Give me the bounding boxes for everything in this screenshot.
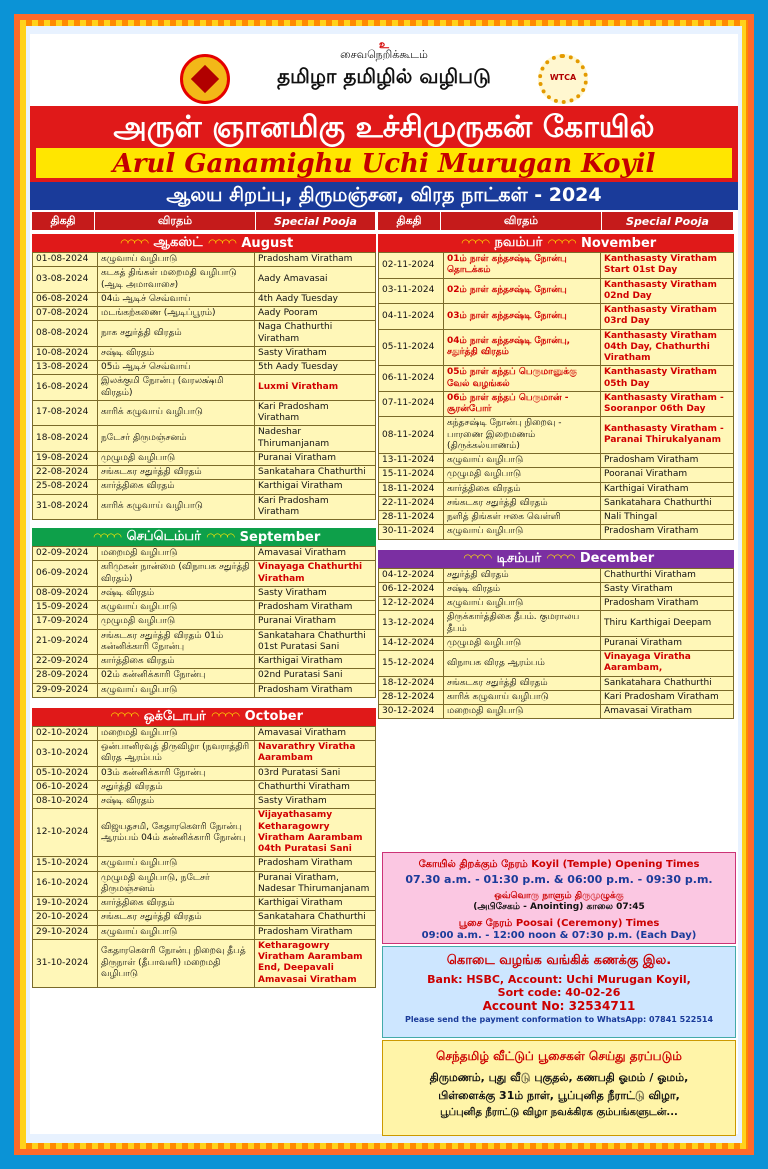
header-virat: விரதம் bbox=[441, 212, 602, 230]
table-row bbox=[379, 690, 734, 704]
column-header bbox=[32, 212, 376, 230]
table-row bbox=[379, 525, 734, 539]
ornament-icon: ◠◠◠◠ bbox=[463, 553, 491, 564]
virat-cell: மறைமதி வழிபாடு bbox=[98, 726, 255, 740]
opening-times-title: கோயில் திறக்கும் நேரம் Koyil (Temple) Opening Times bbox=[418, 859, 700, 870]
virat-cell: நாக சதுர்த்தி விரதம் bbox=[98, 321, 255, 347]
puja-line3: பிள்ளைக்கு 31ம் நாள், பூப்புனித நீராட்டு விழா, bbox=[438, 1089, 680, 1102]
header-date: திகதி bbox=[378, 212, 441, 230]
virat-cell: கந்தசஷ்டி நோன்பு நிறைவு - பாரணை இறைமணம் (திருக்கல்யாணம்) bbox=[444, 417, 601, 454]
date-cell: 04-12-2024 bbox=[379, 568, 444, 582]
table-row bbox=[33, 494, 376, 520]
date-cell: 15-10-2024 bbox=[33, 857, 98, 871]
date-cell: 08-08-2024 bbox=[33, 321, 98, 347]
virat-cell: கேதாரகௌரி நோன்பு நிறைவு தீபத் திருநாள் (தீபாவளி) மறைமதி வழிபாடு bbox=[98, 939, 255, 987]
table-row bbox=[379, 582, 734, 596]
virat-cell: 03ம் கன்னிக்காரி நோன்பு bbox=[98, 766, 255, 780]
date-cell: 30-12-2024 bbox=[379, 705, 444, 719]
table-row bbox=[33, 655, 376, 669]
special-cell: 03rd Puratasi Sani bbox=[255, 766, 376, 780]
table-row bbox=[33, 586, 376, 600]
special-cell: Puranai Viratham bbox=[255, 451, 376, 465]
virat-cell: கழுவாய் வழிபாடு bbox=[444, 454, 601, 468]
virat-cell: சதுர்த்தி விரதம் bbox=[444, 568, 601, 582]
header-virat: விரதம் bbox=[95, 212, 256, 230]
virat-cell: மடங்கற்கணை (ஆடிப்பூரம்) bbox=[98, 307, 255, 321]
table-row bbox=[379, 651, 734, 677]
virat-cell: கார்த்திகை விரதம் bbox=[98, 480, 255, 494]
table-row bbox=[379, 705, 734, 719]
date-cell: 06-10-2024 bbox=[33, 780, 98, 794]
date-cell: 28-09-2024 bbox=[33, 669, 98, 683]
date-cell: 05-11-2024 bbox=[379, 329, 444, 366]
table-row bbox=[33, 669, 376, 683]
virat-cell: 05ம் நாள் கந்தப் பெருமானுக்கு வேல் வழங்கல் bbox=[444, 366, 601, 392]
date-cell: 18-12-2024 bbox=[379, 676, 444, 690]
virat-cell: கடகத் திங்கள் மறைமதி வழிபாடு (ஆடி அமாவாசை) bbox=[98, 267, 255, 293]
table-row bbox=[33, 780, 376, 794]
date-cell: 17-08-2024 bbox=[33, 400, 98, 426]
special-cell: Navarathry Viratha Aarambam bbox=[255, 741, 376, 767]
date-cell: 13-12-2024 bbox=[379, 611, 444, 637]
virat-cell: முழுமதி வழிபாடு, நடேசர் திருமஞ்சனம் bbox=[98, 871, 255, 897]
virat-cell: கழுவாய் வழிபாடு bbox=[98, 253, 255, 267]
virat-cell: 06ம் நாள் கந்தப் பெருமான் - சூரன்போர் bbox=[444, 391, 601, 417]
virat-cell: நடேசர் திருமஞ்சனம் bbox=[98, 426, 255, 452]
virat-cell: திருக்கார்த்திகை தீபம். குமராலய தீபம் bbox=[444, 611, 601, 637]
temple-name-english: Arul Ganamighu Uchi Murugan Koyil bbox=[112, 149, 656, 179]
date-cell: 29-10-2024 bbox=[33, 925, 98, 939]
special-cell: Nali Thingal bbox=[601, 511, 734, 525]
special-cell: Puranai Viratham, Nadesar Thirumanjanam bbox=[255, 871, 376, 897]
table-row bbox=[33, 307, 376, 321]
temple-name-tamil: அருள் ஞானமிகு உச்சிமுருகன் கோயில் bbox=[113, 110, 655, 145]
date-cell: 12-10-2024 bbox=[33, 809, 98, 857]
special-cell: Puranai Viratham bbox=[601, 636, 734, 650]
date-cell: 03-11-2024 bbox=[379, 278, 444, 304]
date-cell: 29-09-2024 bbox=[33, 683, 98, 697]
subtitle: சைவநெறிக்கூடம் bbox=[340, 48, 428, 61]
date-cell: 15-12-2024 bbox=[379, 651, 444, 677]
special-cell: Kanthasasty Viratham Start 01st Day bbox=[601, 253, 734, 279]
virat-cell: கழுவாய் வழிபாடு bbox=[444, 597, 601, 611]
table-row bbox=[379, 636, 734, 650]
bank-whatsapp-note: Please send the payment conformation to WhatsApp: 07841 522514 bbox=[404, 1015, 714, 1024]
table-october bbox=[32, 726, 376, 988]
table-row bbox=[33, 897, 376, 911]
table-september bbox=[32, 546, 376, 698]
date-cell: 02-09-2024 bbox=[33, 547, 98, 561]
virat-cell: 05ம் ஆடிச் செவ்வாய் bbox=[98, 361, 255, 375]
virat-cell: 04ம் நாள் கந்தசஷ்டி நோன்பு, சதுர்த்தி விரதம் bbox=[444, 329, 601, 366]
virat-cell: சங்கடகர சதுர்த்தி விரதம் bbox=[444, 676, 601, 690]
bank-title: கொடை வழங்க வங்கிக் கணக்கு இல. bbox=[446, 953, 672, 968]
special-cell: Vinayaga Chathurthi Viratham bbox=[255, 561, 376, 587]
virat-cell: விஜயதசமி, கேதாரகௌரி நோன்பு ஆரம்பம் 04ம் கன்னிக்காரி நோன்பு bbox=[98, 809, 255, 857]
special-cell: Kanthasasty Viratham 04th Day, Chathurthi Viratham bbox=[601, 329, 734, 366]
table-row bbox=[33, 766, 376, 780]
special-cell: Pradosham Viratham bbox=[255, 601, 376, 615]
virat-cell: கழுவாய் வழிபாடு bbox=[98, 925, 255, 939]
special-cell: Sasty Viratham bbox=[255, 346, 376, 360]
special-cell: Pradosham Viratham bbox=[601, 597, 734, 611]
table-row bbox=[33, 629, 376, 655]
table-november bbox=[378, 252, 734, 540]
special-cell: Sankatahara Chathurthi bbox=[255, 466, 376, 480]
virat-cell: சதுர்த்தி விரதம் bbox=[98, 780, 255, 794]
header-date: திகதி bbox=[32, 212, 95, 230]
table-row bbox=[33, 451, 376, 465]
table-row bbox=[33, 426, 376, 452]
table-row bbox=[379, 597, 734, 611]
ornament-icon: ◠◠◠◠ bbox=[461, 237, 489, 249]
table-row bbox=[33, 361, 376, 375]
special-cell: Sankatahara Chathurthi 01st Puratasi Sani bbox=[255, 629, 376, 655]
table-row bbox=[33, 346, 376, 360]
special-cell: Karthigai Viratham bbox=[601, 482, 734, 496]
puja-title: செந்தமிழ் வீட்டுப் பூசைகள் செய்து தரப்படும் bbox=[436, 1049, 682, 1063]
table-row bbox=[33, 911, 376, 925]
date-cell: 17-09-2024 bbox=[33, 615, 98, 629]
table-row bbox=[33, 400, 376, 426]
table-row bbox=[33, 809, 376, 857]
month-header-october: ◠◠◠◠ ஒக்டோபர் ◠◠◠◠ October bbox=[32, 708, 376, 726]
date-cell: 03-08-2024 bbox=[33, 267, 98, 293]
month-header-december: ◠◠◠◠ டிசம்பர் ◠◠◠◠ December bbox=[378, 550, 734, 568]
date-cell: 07-08-2024 bbox=[33, 307, 98, 321]
table-row bbox=[379, 366, 734, 392]
table-row bbox=[379, 454, 734, 468]
table-row bbox=[33, 253, 376, 267]
table-row bbox=[33, 321, 376, 347]
virat-cell: சஷ்டி விரதம் bbox=[98, 346, 255, 360]
special-cell: Vijayathasamy Ketharagowry Viratham Aarambam 04th Puratasi Sani bbox=[255, 809, 376, 857]
date-cell: 06-11-2024 bbox=[379, 366, 444, 392]
virat-cell: சஷ்டி விரதம் bbox=[98, 586, 255, 600]
date-cell: 07-11-2024 bbox=[379, 391, 444, 417]
table-row bbox=[33, 857, 376, 871]
virat-cell: காரிக் கழுவாய் வழிபாடு bbox=[98, 494, 255, 520]
opening-times-box bbox=[382, 852, 736, 944]
special-cell: 5th Aady Tuesday bbox=[255, 361, 376, 375]
virat-cell: 03ம் நாள் கந்தசஷ்டி நோன்பு bbox=[444, 304, 601, 330]
special-cell: Sankatahara Chathurthi bbox=[601, 496, 734, 510]
abhishekam-time: (அபிசேகம் - Anointing) காலை 07:45 bbox=[473, 902, 645, 912]
ornament-icon: ◠◠◠◠ bbox=[208, 237, 236, 249]
virat-cell: சங்கடகர சதுர்த்தி விரதம் bbox=[98, 466, 255, 480]
date-cell: 16-10-2024 bbox=[33, 871, 98, 897]
ornament-icon: ◠◠◠◠ bbox=[548, 237, 576, 249]
date-cell: 06-09-2024 bbox=[33, 561, 98, 587]
wtca-logo-icon: WTCA bbox=[538, 54, 588, 104]
month-header-november: ◠◠◠◠ நவம்பர் ◠◠◠◠ November bbox=[378, 234, 734, 252]
special-cell: Pradosham Viratham bbox=[601, 525, 734, 539]
special-cell: Kari Pradosham Viratham bbox=[601, 690, 734, 704]
date-cell: 14-12-2024 bbox=[379, 636, 444, 650]
table-row bbox=[379, 511, 734, 525]
date-cell: 06-08-2024 bbox=[33, 292, 98, 306]
table-row bbox=[33, 547, 376, 561]
date-cell: 08-09-2024 bbox=[33, 586, 98, 600]
date-cell: 15-11-2024 bbox=[379, 468, 444, 482]
date-cell: 15-09-2024 bbox=[33, 601, 98, 615]
date-cell: 06-12-2024 bbox=[379, 582, 444, 596]
special-cell: Naga Chathurthi Viratham bbox=[255, 321, 376, 347]
table-row bbox=[33, 601, 376, 615]
date-cell: 03-10-2024 bbox=[33, 741, 98, 767]
virat-cell: இலக்குமி நோன்பு (வரலக்ஷ்மி விரதம்) bbox=[98, 375, 255, 401]
table-december bbox=[378, 568, 734, 720]
date-cell: 25-08-2024 bbox=[33, 480, 98, 494]
date-cell: 19-10-2024 bbox=[33, 897, 98, 911]
column-header bbox=[378, 212, 734, 230]
ornament-icon: ◠◠◠◠ bbox=[93, 531, 121, 543]
table-row bbox=[33, 726, 376, 740]
date-cell: 04-11-2024 bbox=[379, 304, 444, 330]
virat-cell: 02ம் கன்னிக்காரி நோன்பு bbox=[98, 669, 255, 683]
virat-cell: முழுமதி வழிபாடு bbox=[98, 615, 255, 629]
bank-details-box bbox=[382, 946, 736, 1038]
ornament-icon: ◠◠◠◠ bbox=[206, 531, 234, 543]
date-cell: 30-11-2024 bbox=[379, 525, 444, 539]
virat-cell: நளித் திங்கள் ஈகை வெள்ளி bbox=[444, 511, 601, 525]
virat-cell: கழுவாய் வழிபாடு bbox=[98, 683, 255, 697]
table-row bbox=[33, 561, 376, 587]
virat-cell: சங்கடகர சதுர்த்தி விரதம் 01ம் கன்னிக்காரி நோன்பு bbox=[98, 629, 255, 655]
special-cell: Thiru Karthigai Deepam bbox=[601, 611, 734, 637]
table-row bbox=[33, 267, 376, 293]
date-cell: 05-10-2024 bbox=[33, 766, 98, 780]
year-title: ஆலய சிறப்பு, திருமஞ்சன, விரத நாட்கள் - 2024 bbox=[166, 184, 602, 206]
table-row bbox=[379, 417, 734, 454]
table-row bbox=[33, 871, 376, 897]
virat-cell: காரிக் கழுவாய் வழிபாடு bbox=[444, 690, 601, 704]
table-row bbox=[379, 496, 734, 510]
virat-cell: கார்த்திகை விரதம் bbox=[98, 655, 255, 669]
virat-cell: மறைமதி வழிபாடு bbox=[444, 705, 601, 719]
special-cell: Karthigai Viratham bbox=[255, 480, 376, 494]
virat-cell: கரிமுகன் நான்மை (விநாயக சதுர்த்தி விரதம்) bbox=[98, 561, 255, 587]
virat-cell: கார்த்திகை விரதம் bbox=[98, 897, 255, 911]
date-cell: 19-08-2024 bbox=[33, 451, 98, 465]
table-row bbox=[379, 304, 734, 330]
left-column bbox=[32, 212, 376, 988]
date-cell: 08-11-2024 bbox=[379, 417, 444, 454]
special-cell: Kanthasasty Viratham 03rd Day bbox=[601, 304, 734, 330]
special-cell: Karthigai Viratham bbox=[255, 897, 376, 911]
bank-sort-code: Sort code: 40-02-26 bbox=[497, 986, 621, 999]
special-cell: Kanthasasty Viratham - Sooranpor 06th Day bbox=[601, 391, 734, 417]
special-cell: Sasty Viratham bbox=[601, 582, 734, 596]
header-special: Special Pooja bbox=[256, 212, 376, 230]
virat-cell: கழுவாய் வழிபாடு bbox=[98, 601, 255, 615]
table-row bbox=[33, 939, 376, 987]
ornament-icon: ◠◠◠◠ bbox=[120, 237, 148, 249]
special-cell: Aady Pooram bbox=[255, 307, 376, 321]
table-row bbox=[33, 466, 376, 480]
virat-cell: சஷ்டி விரதம் bbox=[98, 795, 255, 809]
date-cell: 22-09-2024 bbox=[33, 655, 98, 669]
virat-cell: சங்கடகர சதுர்த்தி விரதம் bbox=[98, 911, 255, 925]
date-cell: 22-08-2024 bbox=[33, 466, 98, 480]
special-cell: Nadeshar Thirumanjanam bbox=[255, 426, 376, 452]
date-cell: 22-11-2024 bbox=[379, 496, 444, 510]
date-cell: 18-08-2024 bbox=[33, 426, 98, 452]
date-cell: 12-12-2024 bbox=[379, 597, 444, 611]
special-cell: Amavasai Viratham bbox=[601, 705, 734, 719]
table-row bbox=[33, 795, 376, 809]
special-cell: Amavasai Viratham bbox=[255, 547, 376, 561]
date-cell: 28-11-2024 bbox=[379, 511, 444, 525]
special-cell: 02nd Puratasi Sani bbox=[255, 669, 376, 683]
special-cell: Amavasai Viratham bbox=[255, 726, 376, 740]
table-row bbox=[33, 741, 376, 767]
date-cell: 16-08-2024 bbox=[33, 375, 98, 401]
poosai-times: 09:00 a.m. - 12:00 noon & 07:30 p.m. (Each Day) bbox=[421, 930, 697, 941]
table-august bbox=[32, 252, 376, 520]
table-row bbox=[379, 468, 734, 482]
om-symbol: உ bbox=[379, 38, 389, 51]
special-cell: Kanthasasty Viratham 02nd Day bbox=[601, 278, 734, 304]
month-header-september: ◠◠◠◠ செப்டெம்பர் ◠◠◠◠ September bbox=[32, 528, 376, 546]
bank-account-number: Account No: 32534711 bbox=[482, 999, 636, 1013]
special-cell: Chathurthi Viratham bbox=[255, 780, 376, 794]
virat-cell: முழுமதி வழிபாடு bbox=[98, 451, 255, 465]
virat-cell: மறைமதி வழிபாடு bbox=[98, 547, 255, 561]
virat-cell: சங்கடகர சதுர்த்தி விரதம் bbox=[444, 496, 601, 510]
table-row bbox=[33, 292, 376, 306]
date-cell: 21-09-2024 bbox=[33, 629, 98, 655]
virat-cell: சஷ்டி விரதம் bbox=[444, 582, 601, 596]
special-cell: Pooranai Viratham bbox=[601, 468, 734, 482]
table-row bbox=[379, 253, 734, 279]
virat-cell: காரிக் கழுவாய் வழிபாடு bbox=[98, 400, 255, 426]
date-cell: 02-10-2024 bbox=[33, 726, 98, 740]
special-cell: Chathurthi Viratham bbox=[601, 568, 734, 582]
ornament-icon: ◠◠◠◠ bbox=[547, 553, 574, 564]
table-row bbox=[379, 278, 734, 304]
date-cell: 10-08-2024 bbox=[33, 346, 98, 360]
virat-cell: 04ம் ஆடிச் செவ்வாய் bbox=[98, 292, 255, 306]
special-cell: Kari Pradosham Viratham bbox=[255, 400, 376, 426]
header-special: Special Pooja bbox=[602, 212, 734, 230]
special-cell: Pradosham Viratham bbox=[255, 925, 376, 939]
date-cell: 08-10-2024 bbox=[33, 795, 98, 809]
virat-cell: ஒன்பானிரவுத் திருவிழா (நவராத்திரி விரத ஆரம்பம் bbox=[98, 741, 255, 767]
puja-line2: திருமணம், புது வீடு புகுதல், கணபதி ஓமம் / ஓமம், bbox=[429, 1071, 689, 1084]
opening-times-value: 07.30 a.m. - 01:30 p.m. & 06:00 p.m. - 09:30 p.m. bbox=[405, 873, 713, 886]
special-cell: Pradosham Viratham bbox=[255, 253, 376, 267]
special-cell: Sankatahara Chathurthi bbox=[601, 676, 734, 690]
ornament-icon: ◠◠◠◠ bbox=[211, 711, 239, 723]
abhishekam-title: ஒவ்வொரு நாளும் திருமுழுக்கு bbox=[494, 891, 624, 901]
special-cell: Sasty Viratham bbox=[255, 586, 376, 600]
special-cell: Puranai Viratham bbox=[255, 615, 376, 629]
main-title: தமிழா தமிழில் வழிபடு bbox=[277, 64, 491, 88]
special-cell: Ketharagowry Viratham Aarambam End, Deepavali Amavasai Viratham bbox=[255, 939, 376, 987]
special-cell: Kanthasasty Viratham 05th Day bbox=[601, 366, 734, 392]
virat-cell: கார்த்திகை விரதம் bbox=[444, 482, 601, 496]
special-cell: Kanthasasty Viratham - Paranai Thirukalyanam bbox=[601, 417, 734, 454]
table-row bbox=[379, 329, 734, 366]
table-row bbox=[33, 925, 376, 939]
table-row bbox=[379, 611, 734, 637]
bank-line1: Bank: HSBC, Account: Uchi Murugan Koyil, bbox=[427, 973, 691, 986]
special-cell: Pradosham Viratham bbox=[255, 857, 376, 871]
date-cell: 02-11-2024 bbox=[379, 253, 444, 279]
table-row bbox=[33, 480, 376, 494]
poster bbox=[30, 34, 738, 1134]
date-cell: 18-11-2024 bbox=[379, 482, 444, 496]
month-header-august: ◠◠◠◠ ஆகஸ்ட் ◠◠◠◠ August bbox=[32, 234, 376, 252]
special-cell: Pradosham Viratham bbox=[601, 454, 734, 468]
special-cell: Karthigai Viratham bbox=[255, 655, 376, 669]
virat-cell: கழுவாய் வழிபாடு bbox=[98, 857, 255, 871]
table-row bbox=[379, 568, 734, 582]
virat-cell: 01ம் நாள் கந்தசஷ்டி நோன்பு தொடக்கம் bbox=[444, 253, 601, 279]
date-cell: 01-08-2024 bbox=[33, 253, 98, 267]
virat-cell: முழுமதி வழிபாடு bbox=[444, 636, 601, 650]
date-cell: 20-10-2024 bbox=[33, 911, 98, 925]
ornament-icon: ◠◠◠◠ bbox=[110, 711, 138, 723]
date-cell: 28-12-2024 bbox=[379, 690, 444, 704]
special-cell: Vinayaga Viratha Aarambam, bbox=[601, 651, 734, 677]
table-row bbox=[379, 482, 734, 496]
virat-cell: 02ம் நாள் கந்தசஷ்டி நோன்பு bbox=[444, 278, 601, 304]
table-row bbox=[33, 683, 376, 697]
special-cell: 4th Aady Tuesday bbox=[255, 292, 376, 306]
home-puja-box bbox=[382, 1040, 736, 1136]
table-row bbox=[33, 615, 376, 629]
special-cell: Pradosham Viratham bbox=[255, 683, 376, 697]
date-cell: 31-10-2024 bbox=[33, 939, 98, 987]
date-cell: 31-08-2024 bbox=[33, 494, 98, 520]
virat-cell: விநாயக விரத ஆரம்பம் bbox=[444, 651, 601, 677]
table-row bbox=[379, 391, 734, 417]
date-cell: 13-08-2024 bbox=[33, 361, 98, 375]
special-cell: Kari Pradosham Viratham bbox=[255, 494, 376, 520]
special-cell: Aady Amavasai bbox=[255, 267, 376, 293]
table-row bbox=[33, 375, 376, 401]
virat-cell: கழுவாய் வழிபாடு bbox=[444, 525, 601, 539]
special-cell: Sankatahara Chathurthi bbox=[255, 911, 376, 925]
puja-line4: பூப்புனித நீராட்டு விழா நவக்கிரக கும்பங்களுடன்... bbox=[440, 1107, 678, 1118]
date-cell: 13-11-2024 bbox=[379, 454, 444, 468]
virat-cell: முழுமதி வழிபாடு bbox=[444, 468, 601, 482]
poosai-title: பூசை நேரம் Poosai (Ceremony) Times bbox=[458, 918, 660, 929]
special-cell: Luxmi Viratham bbox=[255, 375, 376, 401]
table-row bbox=[379, 676, 734, 690]
right-column bbox=[378, 212, 734, 719]
special-cell: Sasty Viratham bbox=[255, 795, 376, 809]
